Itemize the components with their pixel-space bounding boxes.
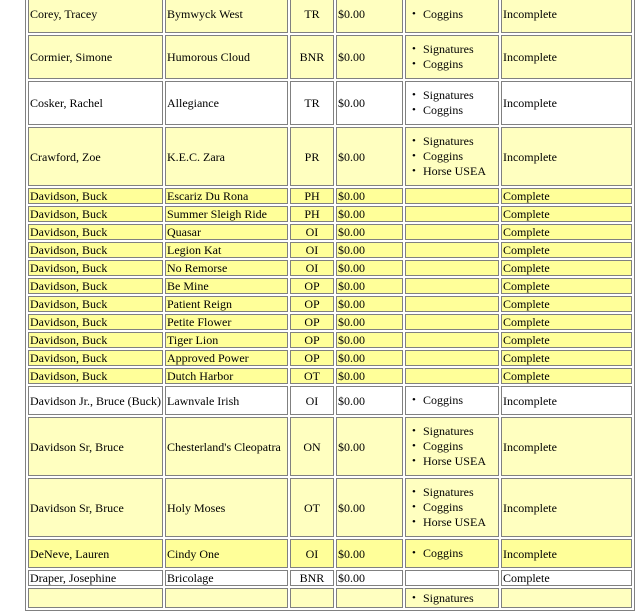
horse-cell: Escariz Du Rona bbox=[165, 188, 288, 204]
horse-cell: Dutch Harbor bbox=[165, 368, 288, 384]
missing-item bbox=[411, 590, 497, 606]
status-cell: Complete bbox=[501, 570, 632, 586]
status-cell: Incomplete bbox=[501, 386, 632, 415]
missing-item-label: Signatures bbox=[422, 88, 474, 102]
missing-item-label: Coggins bbox=[422, 103, 463, 117]
missing-items-list bbox=[407, 42, 497, 72]
fee-cell: $0.00 bbox=[336, 386, 403, 415]
missing-item-label: Horse USEA bbox=[422, 164, 486, 178]
missing-item bbox=[411, 134, 497, 149]
table-row bbox=[28, 350, 632, 366]
table-row bbox=[28, 296, 632, 312]
missing-items-cell bbox=[405, 260, 499, 276]
missing-item bbox=[411, 424, 497, 439]
missing-items-list bbox=[407, 485, 497, 530]
fee-cell: $0.00 bbox=[336, 206, 403, 222]
missing-item-label: Coggins bbox=[422, 500, 463, 514]
missing-items-cell bbox=[405, 242, 499, 258]
bullet-icon: • bbox=[411, 547, 416, 559]
horse-cell: Bricolage bbox=[165, 570, 288, 586]
fee-cell: $0.00 bbox=[336, 278, 403, 294]
missing-items-cell bbox=[405, 588, 499, 608]
missing-items-list bbox=[407, 546, 497, 561]
bullet-icon: • bbox=[411, 455, 416, 467]
entries-table bbox=[25, 0, 635, 611]
division-cell: OP bbox=[290, 278, 334, 294]
rider-cell: Crawford, Zoe bbox=[28, 127, 163, 186]
rider-cell: Davidson, Buck bbox=[28, 242, 163, 258]
rider-cell: Davidson, Buck bbox=[28, 188, 163, 204]
division-cell: OT bbox=[290, 368, 334, 384]
division-cell: OI bbox=[290, 386, 334, 415]
table-row bbox=[28, 386, 632, 415]
missing-item-label: Signatures bbox=[422, 42, 474, 56]
entries-body bbox=[28, 0, 632, 608]
missing-item bbox=[411, 149, 497, 164]
missing-items-cell bbox=[405, 188, 499, 204]
table-row bbox=[28, 188, 632, 204]
table-row bbox=[28, 242, 632, 258]
fee-cell: $0.00 bbox=[336, 81, 403, 125]
division-cell: PH bbox=[290, 206, 334, 222]
status-cell: Complete bbox=[501, 188, 632, 204]
missing-item-label: Coggins bbox=[422, 393, 463, 407]
division-cell: OP bbox=[290, 332, 334, 348]
fee-cell: $0.00 bbox=[336, 570, 403, 586]
status-cell: Complete bbox=[501, 242, 632, 258]
division-cell bbox=[290, 588, 334, 608]
missing-item-label: Coggins bbox=[422, 439, 463, 453]
rider-cell: Davidson, Buck bbox=[28, 314, 163, 330]
status-cell: Complete bbox=[501, 206, 632, 222]
status-cell: Complete bbox=[501, 296, 632, 312]
rider-cell: Davidson, Buck bbox=[28, 260, 163, 276]
fee-cell: $0.00 bbox=[336, 242, 403, 258]
division-cell: OI bbox=[290, 224, 334, 240]
missing-items-list bbox=[407, 134, 497, 179]
missing-item bbox=[411, 500, 497, 515]
division-cell: PR bbox=[290, 127, 334, 186]
fee-cell: $0.00 bbox=[336, 127, 403, 186]
missing-item-label: Horse USEA bbox=[422, 515, 486, 529]
horse-cell bbox=[165, 588, 288, 608]
horse-cell: Be Mine bbox=[165, 278, 288, 294]
fee-cell: $0.00 bbox=[336, 35, 403, 79]
table-row bbox=[28, 260, 632, 276]
division-cell: ON bbox=[290, 417, 334, 476]
division-cell: TR bbox=[290, 0, 334, 33]
fee-cell: $0.00 bbox=[336, 260, 403, 276]
horse-cell: Holy Moses bbox=[165, 478, 288, 537]
missing-items-cell bbox=[405, 539, 499, 568]
table-row bbox=[28, 417, 632, 476]
missing-items-cell bbox=[405, 314, 499, 330]
horse-cell: No Remorse bbox=[165, 260, 288, 276]
missing-item-label: Signatures bbox=[422, 424, 474, 438]
rider-cell: Davidson, Buck bbox=[28, 206, 163, 222]
missing-item-label: Signatures bbox=[422, 485, 474, 499]
status-cell: Incomplete bbox=[501, 127, 632, 186]
table-row bbox=[28, 206, 632, 222]
table-row bbox=[28, 224, 632, 240]
rider-cell: Davidson, Buck bbox=[28, 224, 163, 240]
missing-items-list bbox=[407, 393, 497, 408]
missing-items-cell bbox=[405, 0, 499, 33]
table-row bbox=[28, 278, 632, 294]
bullet-icon: • bbox=[411, 425, 416, 437]
missing-items-list bbox=[407, 424, 497, 469]
bullet-icon: • bbox=[411, 43, 416, 55]
horse-cell: Summer Sleigh Ride bbox=[165, 206, 288, 222]
missing-items-cell bbox=[405, 224, 499, 240]
fee-cell: $0.00 bbox=[336, 296, 403, 312]
fee-cell: $0.00 bbox=[336, 0, 403, 33]
bullet-icon: • bbox=[411, 89, 416, 101]
rider-cell: Davidson Sr, Bruce bbox=[28, 417, 163, 476]
bullet-icon: • bbox=[411, 591, 416, 604]
horse-cell: Petite Flower bbox=[165, 314, 288, 330]
missing-item-label: Coggins bbox=[422, 57, 463, 71]
missing-item bbox=[411, 6, 497, 22]
missing-item bbox=[411, 546, 497, 561]
status-cell: Incomplete bbox=[501, 81, 632, 125]
division-cell: OI bbox=[290, 242, 334, 258]
fee-cell bbox=[336, 588, 403, 608]
table-row bbox=[28, 478, 632, 537]
rider-cell: Davidson Sr, Bruce bbox=[28, 478, 163, 537]
table-row bbox=[28, 570, 632, 586]
status-cell: Complete bbox=[501, 332, 632, 348]
missing-item bbox=[411, 42, 497, 57]
status-cell: Incomplete bbox=[501, 539, 632, 568]
bullet-icon: • bbox=[411, 165, 416, 177]
status-cell: Complete bbox=[501, 314, 632, 330]
horse-cell: Lawnvale Irish bbox=[165, 386, 288, 415]
division-cell: OP bbox=[290, 296, 334, 312]
bullet-icon: • bbox=[411, 486, 416, 498]
fee-cell: $0.00 bbox=[336, 314, 403, 330]
status-cell: Complete bbox=[501, 368, 632, 384]
missing-item bbox=[411, 439, 497, 454]
horse-cell: Chesterland's Cleopatra bbox=[165, 417, 288, 476]
missing-items-cell bbox=[405, 127, 499, 186]
rider-cell: Cosker, Rachel bbox=[28, 81, 163, 125]
rider-cell: Davidson, Buck bbox=[28, 368, 163, 384]
missing-items-list bbox=[407, 88, 497, 118]
bullet-icon: • bbox=[411, 135, 416, 147]
fee-cell: $0.00 bbox=[336, 539, 403, 568]
missing-items-cell bbox=[405, 278, 499, 294]
missing-item-label: Coggins bbox=[422, 6, 463, 21]
missing-item bbox=[411, 393, 497, 408]
horse-cell: K.E.C. Zara bbox=[165, 127, 288, 186]
horse-cell: Approved Power bbox=[165, 350, 288, 366]
bullet-icon: • bbox=[411, 58, 416, 70]
bullet-icon: • bbox=[411, 440, 416, 452]
horse-cell: Humorous Cloud bbox=[165, 35, 288, 79]
missing-items-cell bbox=[405, 296, 499, 312]
fee-cell: $0.00 bbox=[336, 332, 403, 348]
missing-items-cell bbox=[405, 206, 499, 222]
bullet-icon: • bbox=[411, 104, 416, 116]
missing-items-cell bbox=[405, 350, 499, 366]
bullet-icon: • bbox=[411, 501, 416, 513]
table-row bbox=[28, 332, 632, 348]
missing-items-cell bbox=[405, 417, 499, 476]
missing-item bbox=[411, 88, 497, 103]
fee-cell: $0.00 bbox=[336, 478, 403, 537]
missing-items-cell bbox=[405, 386, 499, 415]
rider-cell: Davidson, Buck bbox=[28, 332, 163, 348]
missing-item bbox=[411, 164, 497, 179]
division-cell: OI bbox=[290, 539, 334, 568]
table-row bbox=[28, 314, 632, 330]
horse-cell: Quasar bbox=[165, 224, 288, 240]
division-cell: BNR bbox=[290, 570, 334, 586]
bullet-icon: • bbox=[411, 516, 416, 528]
table-row bbox=[28, 0, 632, 33]
status-cell: Complete bbox=[501, 278, 632, 294]
rider-cell: Corey, Tracey bbox=[28, 0, 163, 33]
missing-item bbox=[411, 515, 497, 530]
rider-cell: Draper, Josephine bbox=[28, 570, 163, 586]
horse-cell: Cindy One bbox=[165, 539, 288, 568]
fee-cell: $0.00 bbox=[336, 368, 403, 384]
status-cell: Incomplete bbox=[501, 417, 632, 476]
division-cell: TR bbox=[290, 81, 334, 125]
bullet-icon: • bbox=[411, 7, 416, 20]
missing-item bbox=[411, 57, 497, 72]
rider-cell: Davidson, Buck bbox=[28, 296, 163, 312]
missing-items-list bbox=[407, 591, 497, 606]
fee-cell: $0.00 bbox=[336, 417, 403, 476]
missing-item-label: Signatures bbox=[422, 134, 474, 148]
missing-items-cell bbox=[405, 570, 499, 586]
bullet-icon: • bbox=[411, 150, 416, 162]
rider-cell: Davidson, Buck bbox=[28, 278, 163, 294]
fee-cell: $0.00 bbox=[336, 350, 403, 366]
status-cell: Complete bbox=[501, 260, 632, 276]
division-cell: BNR bbox=[290, 35, 334, 79]
status-cell: Incomplete bbox=[501, 478, 632, 537]
status-cell: Incomplete bbox=[501, 35, 632, 79]
division-cell: OP bbox=[290, 350, 334, 366]
missing-item-label: Coggins bbox=[422, 149, 463, 163]
bullet-icon: • bbox=[411, 394, 416, 406]
missing-item-label: Coggins bbox=[422, 546, 463, 560]
status-cell: Complete bbox=[501, 350, 632, 366]
missing-items-cell bbox=[405, 35, 499, 79]
missing-items-cell bbox=[405, 81, 499, 125]
horse-cell: Allegiance bbox=[165, 81, 288, 125]
table-row bbox=[28, 368, 632, 384]
rider-cell: DeNeve, Lauren bbox=[28, 539, 163, 568]
missing-item bbox=[411, 485, 497, 500]
missing-item-label: Horse USEA bbox=[422, 454, 486, 468]
horse-cell: Tiger Lion bbox=[165, 332, 288, 348]
missing-item bbox=[411, 103, 497, 118]
status-cell: Incomplete bbox=[501, 0, 632, 33]
table-row bbox=[28, 81, 632, 125]
horse-cell: Legion Kat bbox=[165, 242, 288, 258]
status-cell bbox=[501, 588, 632, 608]
division-cell: PH bbox=[290, 188, 334, 204]
table-row bbox=[28, 35, 632, 79]
rider-cell: Davidson Jr., Bruce (Buck) bbox=[28, 386, 163, 415]
status-cell: Complete bbox=[501, 224, 632, 240]
fee-cell: $0.00 bbox=[336, 224, 403, 240]
rider-cell: Cormier, Simone bbox=[28, 35, 163, 79]
division-cell: OI bbox=[290, 260, 334, 276]
missing-item-label: Signatures bbox=[422, 590, 474, 605]
missing-items-cell bbox=[405, 478, 499, 537]
rider-cell: Davidson, Buck bbox=[28, 350, 163, 366]
missing-item bbox=[411, 454, 497, 469]
division-cell: OP bbox=[290, 314, 334, 330]
table-row bbox=[28, 588, 632, 608]
missing-items-cell bbox=[405, 368, 499, 384]
missing-items-list bbox=[407, 7, 497, 22]
horse-cell: Patient Reign bbox=[165, 296, 288, 312]
horse-cell: Bymwyck West bbox=[165, 0, 288, 33]
rider-cell bbox=[28, 588, 163, 608]
missing-items-cell bbox=[405, 332, 499, 348]
division-cell: OT bbox=[290, 478, 334, 537]
table-row bbox=[28, 539, 632, 568]
table-row bbox=[28, 127, 632, 186]
fee-cell: $0.00 bbox=[336, 188, 403, 204]
